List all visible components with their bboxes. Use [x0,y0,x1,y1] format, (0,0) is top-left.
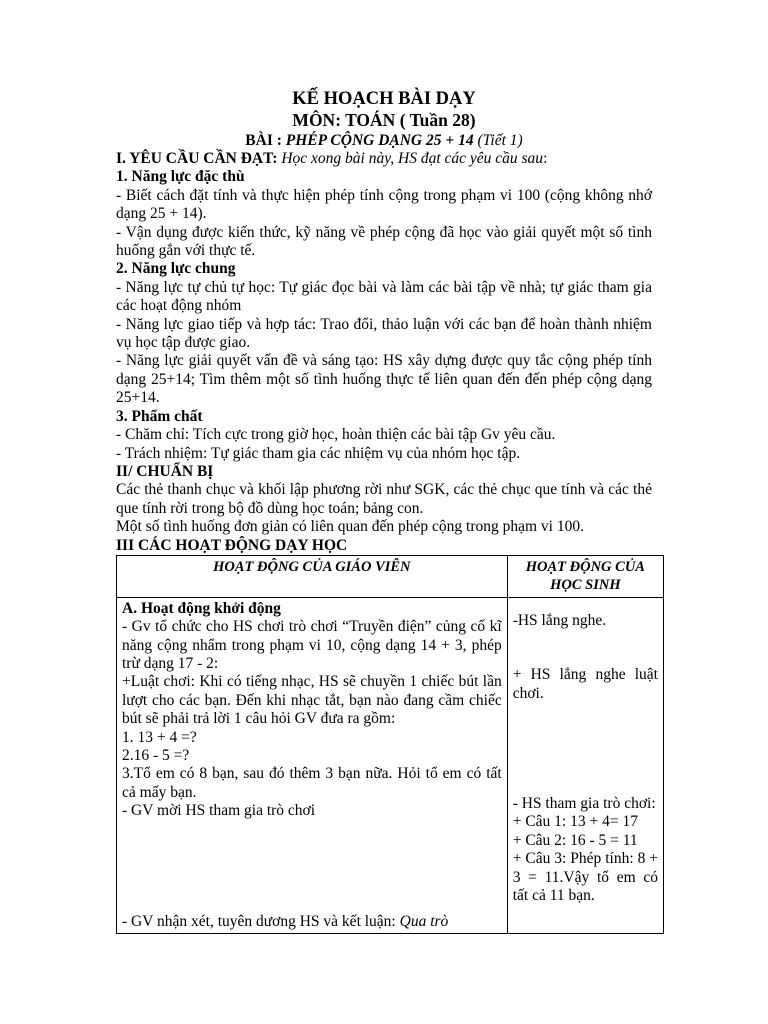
sub1-item: - Biết cách đặt tính và thực hiện phép tính cộng trong phạm vi 100 (cộng không nhớ dạng 25 + 14). [116,186,652,223]
lesson-period: (Tiết 1) [477,132,523,149]
student-cell-spacer [513,703,658,795]
teacher-conclusion-line [122,913,502,931]
teacher-activity-cell [117,597,508,933]
teacher-line: 2.16 - 5 =? [122,747,190,764]
lesson-plan-page [116,88,658,934]
student-cell-spacer [513,600,658,612]
teacher-line: - Gv tổ chức cho HS chơi trò chơi “Truyền điện” củng cố kĩ năng cộng nhẩm trong phạm vi 10, cộng dạng 14 + 3, phép trừ dạng 17 - 2: [122,618,502,672]
section1-intro: Học xong bài này, HS đạt các yêu cầu sau [281,150,544,167]
section1-intro-colon: : [543,150,548,167]
teacher-line: 1. 13 + 4 =? [122,728,197,746]
student-line: + Câu 2: 16 - 5 = 11 [512,831,638,849]
student-cell-spacer [513,630,658,666]
teacher-column-header: HOẠT ĐỘNG CỦA GIÁO VIÊN [117,555,508,597]
lesson-title [116,131,652,150]
section2-heading: II/ CHUẨN BỊ [116,462,214,480]
section1-heading: I. YÊU CẦU CẦN ĐẠT: [116,150,278,167]
student-activity-cell [507,597,663,933]
sub2-item: - Năng lực tự chủ tự học: Tự giác đọc bài và làm các bài tập về nhà; tự giác tham gia các hoạt động nhóm [116,278,652,315]
teacher-line: +Luật chơi: Khi có tiếng nhạc, HS sẽ chuyền 1 chiếc bút lần lượt cho các bạn. Đến khi nhạc tắt, bạn nào đang cầm chiếc bút sẽ phải trả lời 1 câu hỏi GV đưa ra gồm: [122,673,502,728]
teacher-line: - GV mời HS tham gia trò chơi [122,802,316,820]
sub3-heading: 3. Phẩm chất [116,407,203,425]
sub2-item: - Năng lực giải quyết vấn đề và sáng tạo: HS xây dựng được quy tắc cộng phép tính dạng 25+14; Tìm thêm một số tình huống thực tế liên quan đến đến phép cộng dạng 25+14. [116,352,652,407]
table-row [117,597,664,933]
teacher-conclusion-text: - GV nhận xét, tuyên dương HS và kết luận: [122,912,396,930]
section3-heading: III CÁC HOẠT ĐỘNG DẠY HỌC [116,536,348,554]
student-line: - HS tham gia trò chơi: [512,794,656,812]
section1-heading-line [116,150,652,168]
student-line: -HS lắng nghe. [512,611,607,629]
sub3-item: - Trách nhiệm: Tự giác tham gia các nhiệm vụ của nhóm học tập. [116,444,521,462]
lesson-label: BÀI : [245,132,282,149]
activity-title: A. Hoạt động khởi động [122,599,281,617]
student-line: + HS lắng nghe luật chơi. [512,666,658,702]
section2-item: Các thẻ thanh chục và khối lập phương rời như SGK, các thẻ chục que tính và các thẻ que tính rời trong bộ đồ dùng học toán; bảng con. [116,481,652,517]
student-line: + Câu 3: Phép tính: 8 + 3 = 11.Vậy tổ em có tất cả 11 bạn. [512,850,658,904]
sub2-heading: 2. Năng lực chung [116,260,236,278]
sub3-item: - Chăm chỉ: Tích cực trong giờ học, hoàn thiện các bài tập Gv yêu cầu. [116,426,556,444]
activities-table [116,555,664,934]
sub1-item: - Vận dụng được kiến thức, kỹ năng về phép cộng đã học vào giải quyết một số tình huống gắn với thực tế. [116,223,652,260]
section2-item: Một số tình huống đơn giản có liên quan đến phép cộng trong phạm vi 100. [116,518,584,536]
teacher-conclusion-italic: Qua trò [399,912,449,930]
teacher-cell-spacer [122,821,502,913]
sub2-item: - Năng lực giao tiếp và hợp tác: Trao đổi, thảo luận với các bạn để hoàn thành nhiệm vụ học tập được giao. [116,315,652,352]
lesson-name: PHÉP CỘNG DẠNG 25 + 14 [285,132,474,149]
student-line: + Câu 1: 13 + 4= 17 [512,813,638,831]
student-column-header: HOẠT ĐỘNG CỦA HỌC SINH [507,555,663,597]
subject-title: MÔN: TOÁN ( Tuần 28) [292,110,476,130]
document-title: KẾ HOẠCH BÀI DẠY [292,89,476,109]
teacher-line: 3.Tổ em có 8 bạn, sau đó thêm 3 bạn nữa. Hỏi tổ em có tất cả mấy bạn. [122,765,502,801]
table-header-row [117,555,664,597]
sub1-heading: 1. Năng lực đặc thù [116,168,245,186]
